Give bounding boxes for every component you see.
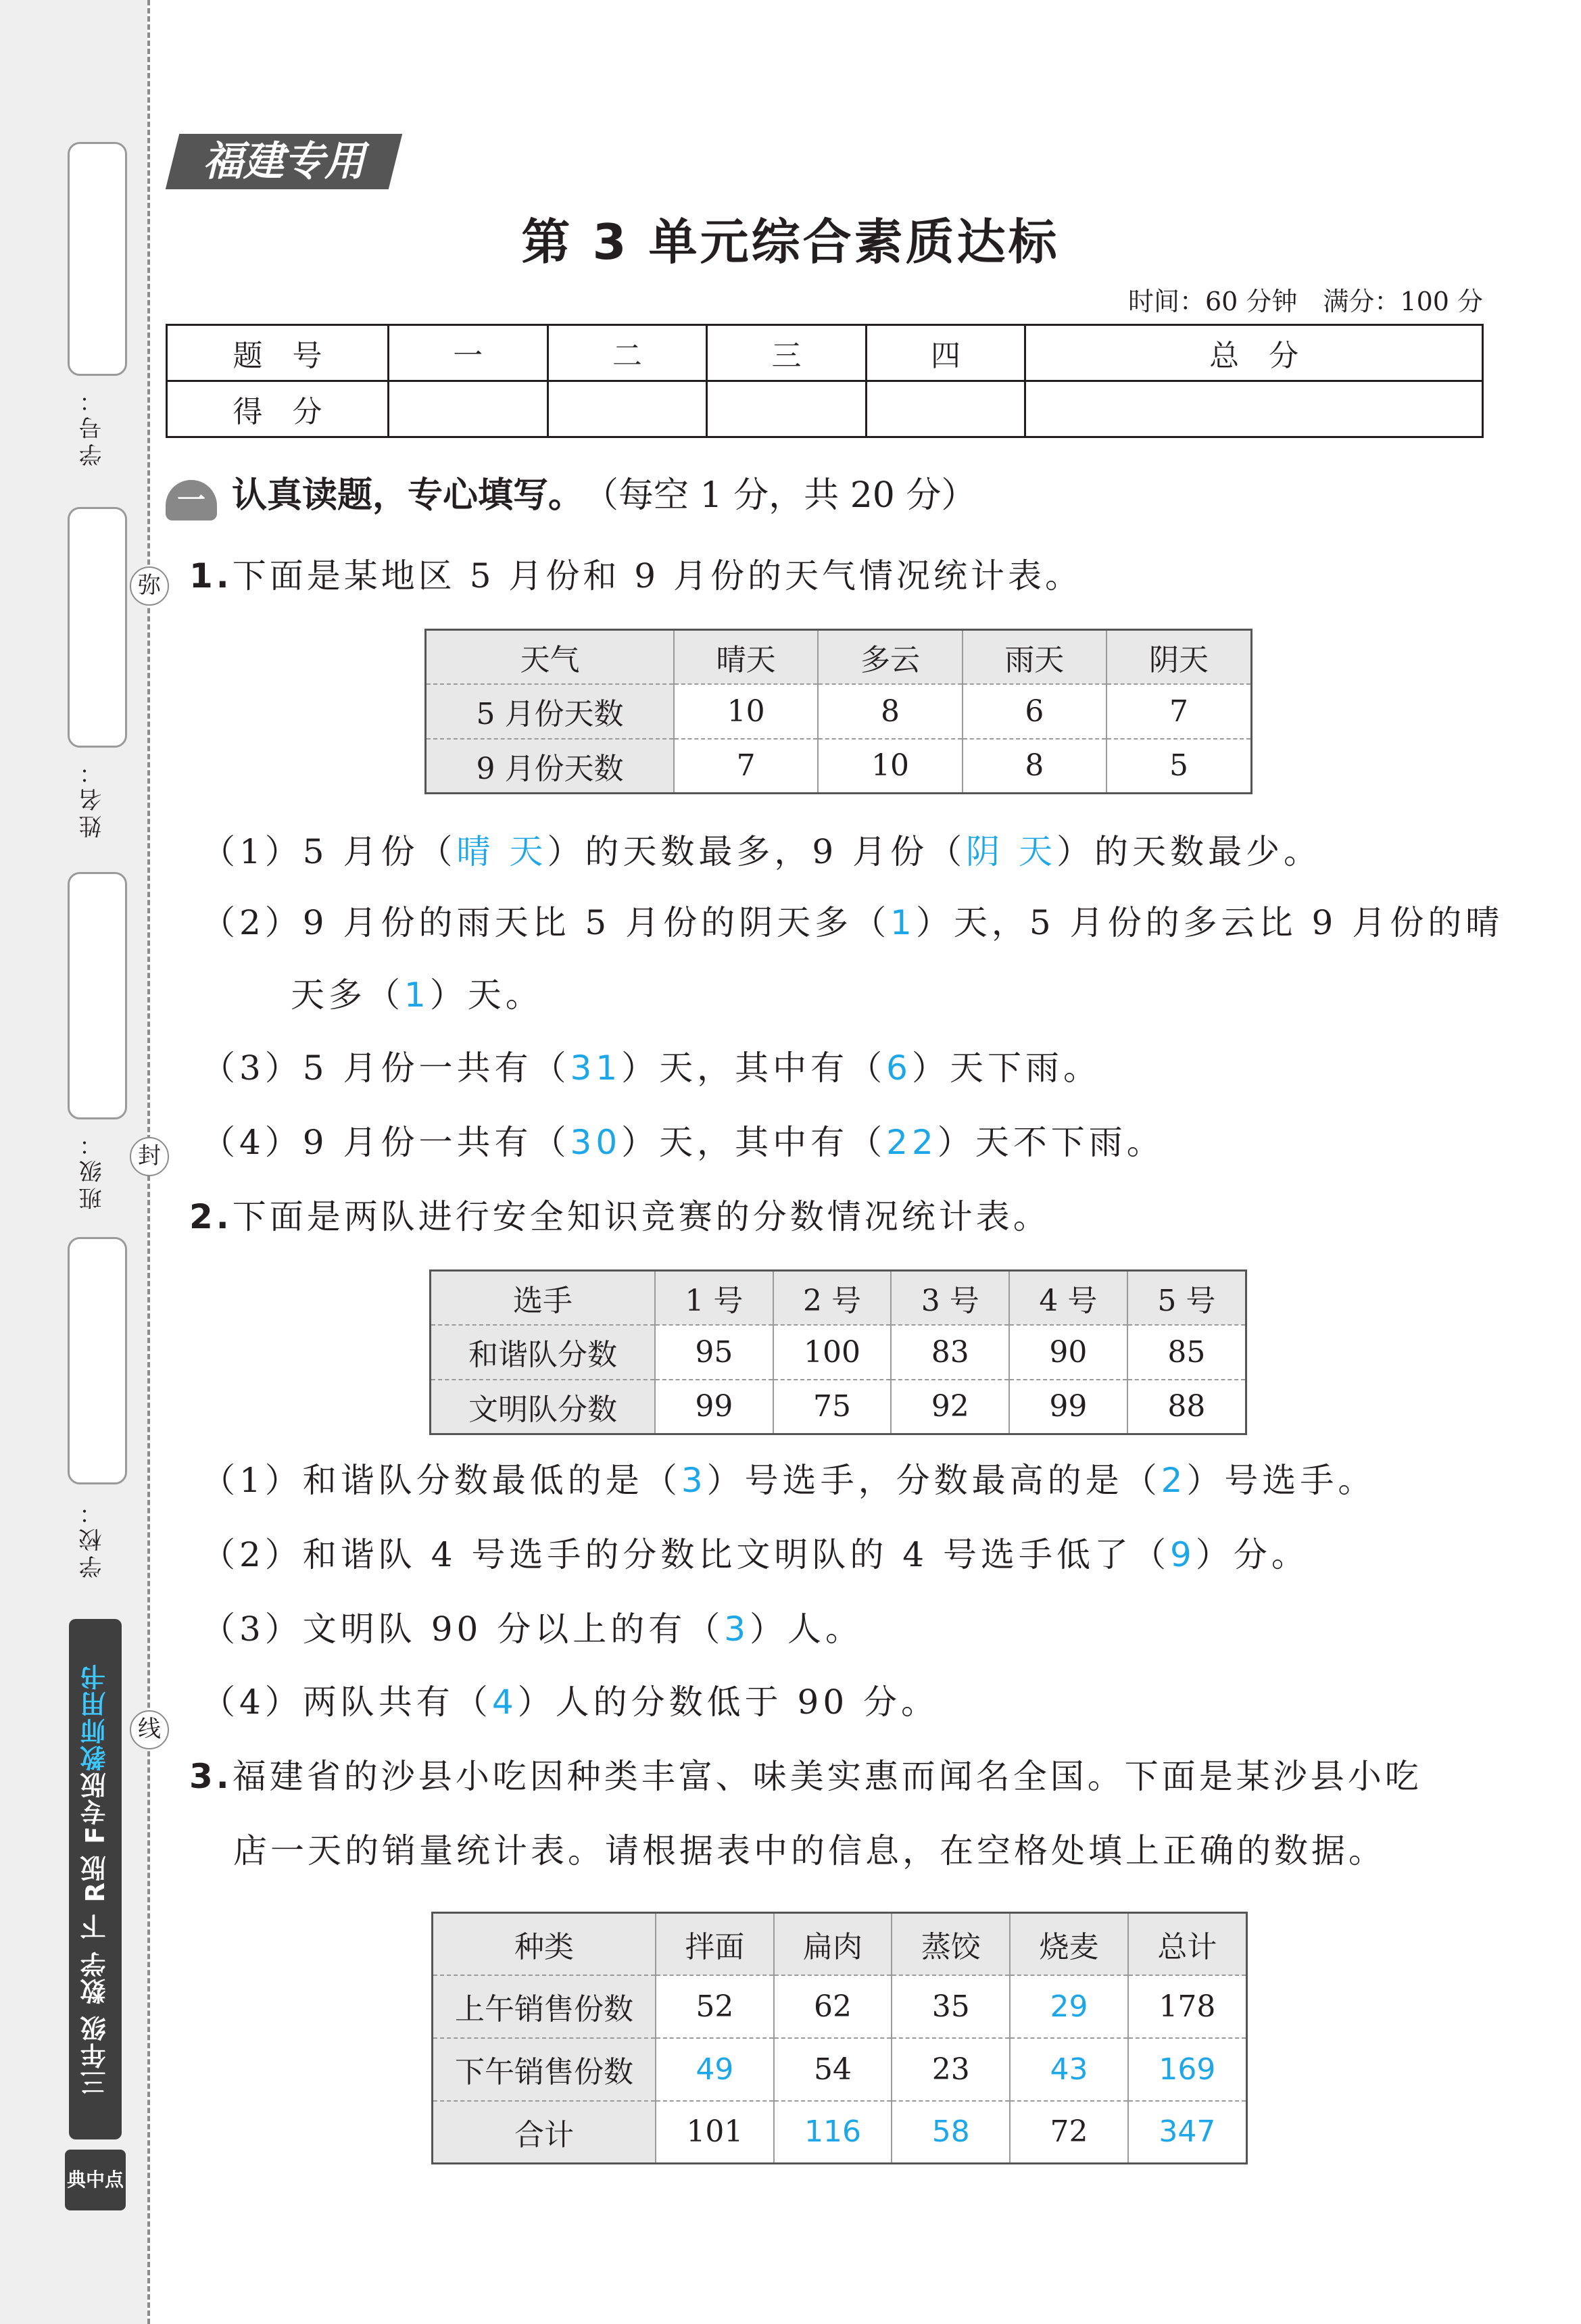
seal-mark-mi: 弥 (130, 566, 169, 606)
section-note: （每空 1 分，共 20 分） (583, 475, 977, 516)
class-box[interactable] (68, 872, 127, 1119)
table-cell: 5 (1106, 739, 1252, 794)
answer-cell[interactable]: 347 (1128, 2101, 1247, 2164)
seal-mark-xian: 线 (130, 1710, 169, 1749)
table-cell: 75 (773, 1380, 892, 1434)
score-header-cell: 总 分 (1025, 325, 1483, 381)
student-id-label: 学号： (79, 385, 106, 466)
q1-sub-1: （1）5 月份（晴 天）的天数最多，9 月份（阴 天）的天数最少。 (201, 832, 1322, 871)
table-cell: 85 (1127, 1325, 1246, 1380)
page-title: 第 3 单元综合素质达标 (521, 214, 1060, 270)
q1-sub-2: （2）9 月份的雨天比 5 月份的阴天多（1）天，5 月份的多云比 9 月份的晴 (201, 903, 1504, 942)
table-header: 5 号 (1127, 1271, 1246, 1325)
answer-blank[interactable]: 3 (681, 1461, 707, 1500)
table-cell: 7 (674, 739, 818, 794)
class-label: 班级： (79, 1129, 106, 1210)
question-1: 1.下面是某地区 5 月份和 9 月份的天气情况统计表。 (189, 556, 1082, 596)
quiz-score-table (429, 1269, 1247, 1435)
table-cell: 23 (892, 2038, 1010, 2101)
answer-cell[interactable]: 43 (1010, 2038, 1128, 2101)
q2-sub-1: （1）和谐队分数最低的是（3）号选手，分数最高的是（2）号选手。 (201, 1461, 1376, 1500)
score-header-cell: 三 (707, 325, 867, 381)
table-header: 多云 (818, 630, 962, 684)
answer-blank[interactable]: 3 (724, 1609, 750, 1649)
table-header: 拌面 (656, 1913, 774, 1975)
answer-blank[interactable]: 6 (886, 1048, 912, 1088)
table-cell: 72 (1010, 2101, 1128, 2164)
table-header: 天气 (426, 630, 675, 684)
score-entry-cell[interactable] (548, 381, 707, 437)
answer-blank[interactable]: 31 (570, 1048, 622, 1088)
score-table (166, 324, 1484, 438)
answer-blank[interactable]: 30 (570, 1123, 622, 1162)
table-cell: 52 (656, 1975, 774, 2038)
name-box[interactable] (68, 507, 127, 748)
table-cell: 7 (1106, 684, 1252, 739)
table-header: 扁肉 (774, 1913, 892, 1975)
table-cell: 54 (774, 2038, 892, 2101)
row-label: 文明队分数 (431, 1380, 656, 1434)
score-entry-cell[interactable] (707, 381, 867, 437)
table-header: 3 号 (891, 1271, 1009, 1325)
table-cell: 100 (773, 1325, 892, 1380)
table-cell: 92 (891, 1380, 1009, 1434)
table-cell: 88 (1127, 1380, 1246, 1434)
score-header-cell: 二 (548, 325, 707, 381)
table-header: 雨天 (963, 630, 1106, 684)
table-cell: 8 (818, 684, 962, 739)
score-entry-cell[interactable] (1025, 381, 1483, 437)
score-entry-cell[interactable] (866, 381, 1025, 437)
q2-sub-4: （4）两队共有（4）人的分数低于 90 分。 (201, 1683, 940, 1722)
table-cell: 83 (891, 1325, 1009, 1380)
question-3-cont: 店一天的销量统计表。请根据表中的信息，在空格处填上正确的数据。 (233, 1831, 1386, 1870)
answer-cell[interactable]: 29 (1010, 1975, 1128, 2038)
q1-sub-3: （3）5 月份一共有（31）天，其中有（6）天下雨。 (201, 1048, 1101, 1088)
table-cell: 6 (963, 684, 1106, 739)
table-header: 4 号 (1009, 1271, 1127, 1325)
answer-cell[interactable]: 49 (656, 2038, 774, 2101)
q2-sub-3: （3）文明队 90 分以上的有（3）人。 (201, 1609, 864, 1649)
section-title: 认真读题，专心填写。 (232, 475, 584, 516)
table-header: 阴天 (1106, 630, 1252, 684)
q1-sub-2-cont: 天多（1）天。 (291, 975, 543, 1015)
answer-blank[interactable]: 1 (890, 903, 916, 942)
weather-table (424, 629, 1252, 794)
table-cell: 99 (1009, 1380, 1127, 1434)
table-header: 总计 (1128, 1913, 1247, 1975)
row-label: 和谐队分数 (431, 1325, 656, 1380)
name-label: 姓名： (79, 757, 106, 838)
answer-blank[interactable]: 阴 天 (966, 832, 1057, 871)
book-info: 三年级 数学 下 R版 F专版 (80, 1770, 110, 2096)
answer-cell[interactable]: 58 (892, 2101, 1010, 2164)
table-header: 2 号 (773, 1271, 892, 1325)
section-badge: 一 (166, 480, 217, 521)
table-cell: 95 (655, 1325, 773, 1380)
seal-mark-feng: 封 (130, 1137, 169, 1176)
answer-blank[interactable]: 1 (404, 975, 430, 1015)
row-label: 下午销售份数 (433, 2038, 656, 2101)
section-heading (166, 466, 976, 517)
row-label: 9 月份天数 (426, 739, 675, 794)
school-box[interactable] (68, 1237, 127, 1484)
answer-cell[interactable]: 169 (1128, 2038, 1247, 2101)
answer-blank[interactable]: 4 (491, 1683, 518, 1722)
time-score-info: 时间：60 分钟 满分：100 分 (1127, 287, 1483, 316)
table-cell: 10 (818, 739, 962, 794)
answer-blank[interactable]: 晴 天 (456, 832, 548, 871)
table-cell: 101 (656, 2101, 774, 2164)
row-label: 上午销售份数 (433, 1975, 656, 2038)
table-header: 选手 (431, 1271, 656, 1325)
book-info-strip (69, 1619, 122, 2139)
school-label: 学校： (79, 1497, 106, 1578)
row-label: 5 月份天数 (426, 684, 675, 739)
table-cell: 90 (1009, 1325, 1127, 1380)
answer-blank[interactable]: 9 (1170, 1535, 1196, 1574)
table-cell: 62 (774, 1975, 892, 2038)
table-cell: 8 (963, 739, 1106, 794)
table-cell: 35 (892, 1975, 1010, 2038)
score-header-cell: 一 (389, 325, 548, 381)
table-cell: 178 (1128, 1975, 1247, 2038)
row-label: 合计 (433, 2101, 656, 2164)
q1-sub-4: （4）9 月份一共有（30）天，其中有（22）天不下雨。 (201, 1123, 1165, 1162)
table-header: 蒸饺 (892, 1913, 1010, 1975)
table-header: 晴天 (674, 630, 818, 684)
answer-blank[interactable]: 2 (1161, 1461, 1187, 1500)
answer-cell[interactable]: 116 (774, 2101, 892, 2164)
table-cell: 10 (674, 684, 818, 739)
sales-table (431, 1912, 1248, 2164)
score-label-cell: 得 分 (167, 381, 389, 437)
table-header: 种类 (433, 1913, 656, 1975)
score-entry-cell[interactable] (389, 381, 548, 437)
q2-sub-2: （2）和谐队 4 号选手的分数比文明队的 4 号选手低了（9）分。 (201, 1535, 1309, 1574)
answer-blank[interactable]: 22 (886, 1123, 938, 1162)
question-2: 2.下面是两队进行安全知识竞赛的分数情况统计表。 (189, 1197, 1050, 1236)
teacher-edition: 教师用书 (80, 1662, 110, 1771)
score-header-cell: 题 号 (167, 325, 389, 381)
region-tag: 福建专用 (166, 134, 402, 189)
table-header: 1 号 (655, 1271, 773, 1325)
table-header: 烧麦 (1010, 1913, 1128, 1975)
brand-logo: 典中点 (65, 2150, 126, 2210)
question-3: 3.福建省的沙县小吃因种类丰富、味美实惠而闻名全国。下面是某沙县小吃 (189, 1757, 1422, 1796)
score-header-cell: 四 (866, 325, 1025, 381)
table-cell: 99 (655, 1380, 773, 1434)
